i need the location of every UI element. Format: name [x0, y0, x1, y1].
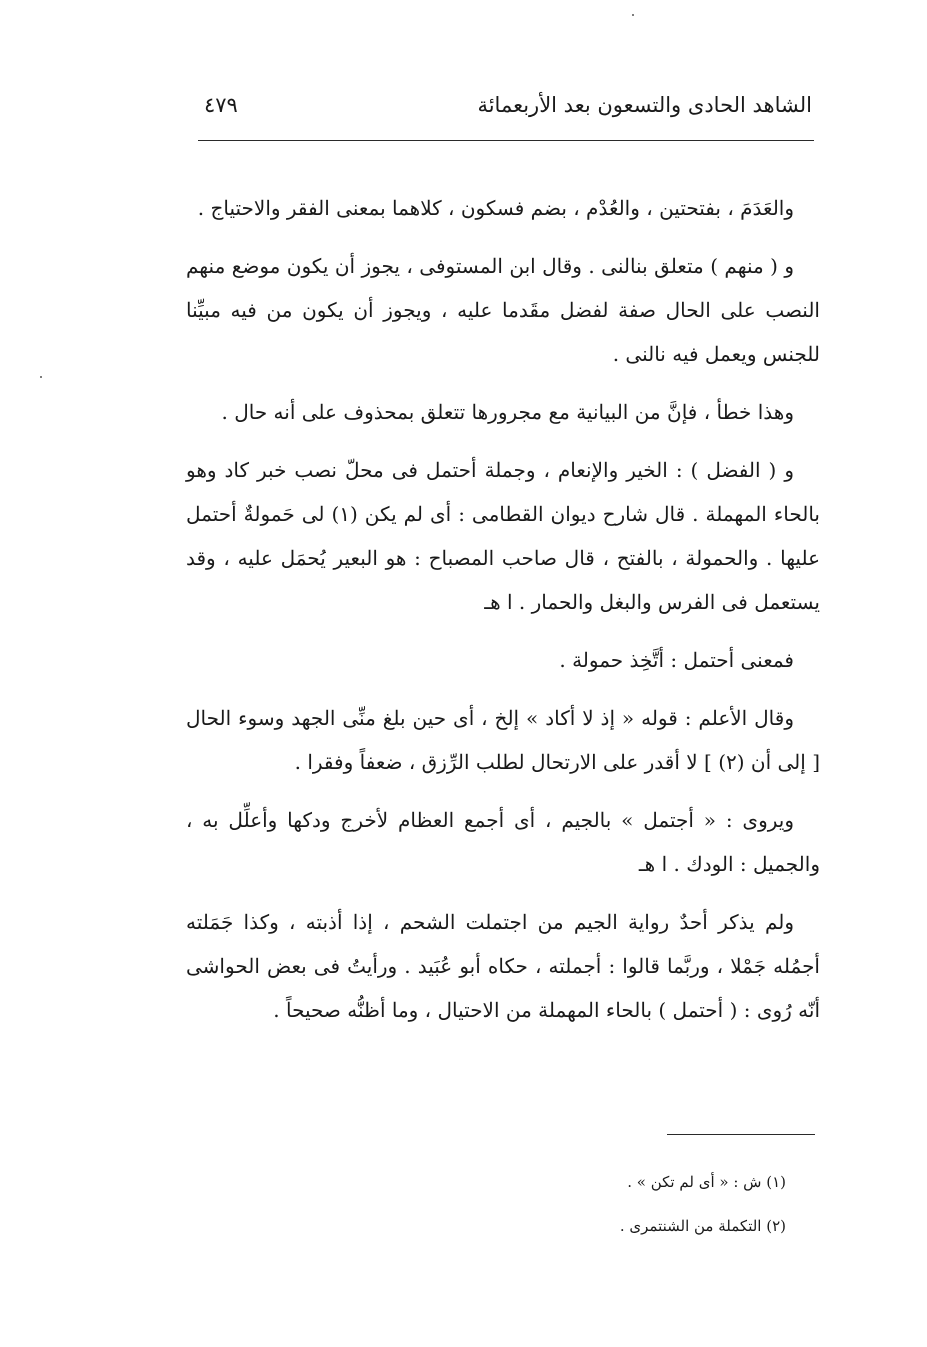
header-rule — [198, 140, 814, 141]
main-text — [186, 186, 820, 1046]
page-header — [200, 88, 812, 128]
page-number: ٤٧٩ — [204, 93, 238, 117]
paragraph: ولم يذكر أحدٌ رواية الجيم من اجتملت الشحم ، إذا أذبته ، وكذا جَمَلته أجمُله جَمْلا ، وربَّما قالوا : أجملته ، حكاه أبو عُبَيد . ورأيتُ فى بعض الحواشى أنّه رُوى : ( أحتمل ) بالحاء المهملة من الاحتيال ، وما أظنُّه صحيحاً . — [186, 910, 820, 1022]
paragraph: والعَدَمَ ، بفتحتين ، والعُدْم ، بضم فسكون ، كلاهما بمعنى الفقر والاحتياج . — [197, 196, 794, 220]
paragraph: وقال الأعلم : قوله « إذ لا أكاد » إلخ ، أى حين بلغ منِّى الجهد وسوء الحال [ إلى أن (٢) ] لا أقدر على الارتحال لطلب الرِّزق ، ضعفاً وفقرا . — [186, 706, 820, 774]
scan-speck — [632, 14, 634, 16]
scan-speck — [40, 376, 42, 378]
footnote-rule — [667, 1134, 815, 1135]
footnote: (١) ش : « أى لم تكن » . — [627, 1173, 786, 1191]
paragraph: و ( منهم ) متعلق بنالنى . وقال ابن المستوفى ، يجوز أن يكون موضع منهم النصب على الحال صفة لفضل مقَدما عليه ، ويجوز أن يكون من فيه مبيِّنا للجنس ويعمل فيه نالنى . — [186, 254, 820, 366]
paragraph: و ( الفضل ) : الخير والإنعام ، وجملة أحتمل فى محلّ نصب خبر كاد وهو بالحاء المهملة . قال شارح ديوان القطامى : أى لم يكن (١) لى حَمولةٌ أحتمل عليها . والحمولة ، بالفتح ، قال صاحب المصباح : هو البعير يُحمَل عليه ، وقد يستعمل فى الفرس والبغل والحمار . ا هـ — [186, 458, 820, 614]
footnotes — [186, 1160, 786, 1248]
running-title: الشاهد الحادى والتسعون بعد الأربعمائة — [477, 93, 812, 117]
paragraph: وهذا خطأ ، فإنَّ من البيانية مع مجرورها تتعلق بمحذوف على أنه حال . — [221, 400, 794, 424]
paragraph: ويروى : « أجتمل » بالجيم ، أى أجمع العظام لأخرج ودكها وأعلِّل به ، والجميل : الودك . ا هـ — [186, 808, 820, 876]
paragraph: فمعنى أحتمل : أتَّخِذ حمولة . — [559, 648, 794, 672]
footnote: (٢) التكملة من الشنتمرى . — [619, 1217, 786, 1235]
